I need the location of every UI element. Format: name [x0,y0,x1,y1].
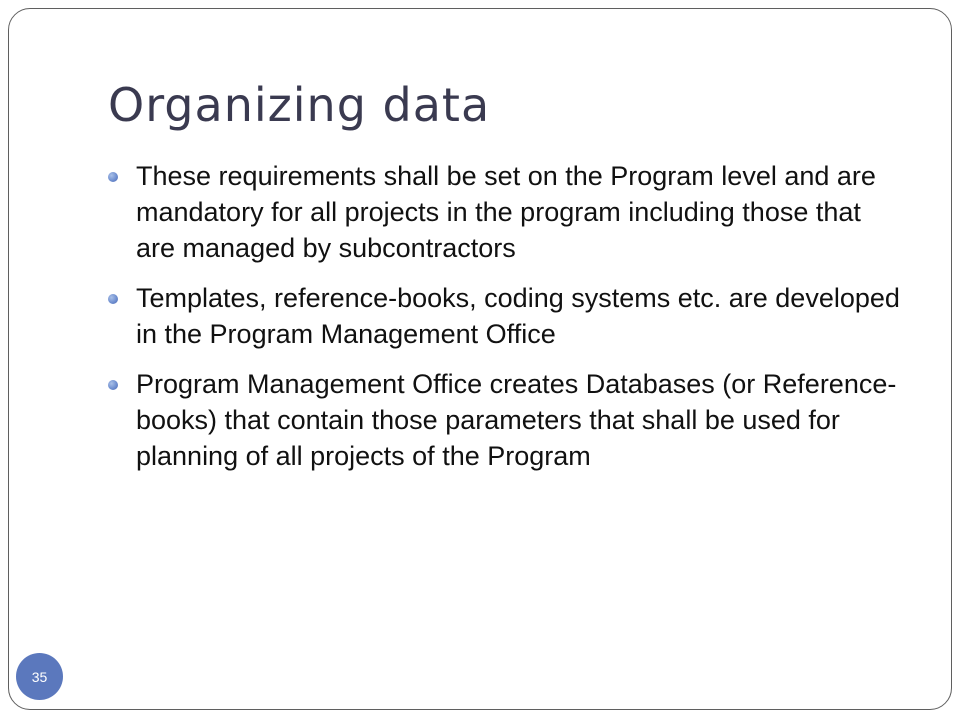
bullet-marker-icon [108,294,118,304]
page-number: 35 [31,668,48,685]
bullet-text: These requirements shall be set on the Program level and are mandatory for all projects in the program including those that are managed by subcontractors [136,161,876,263]
bullet-item [104,280,904,352]
bullet-text: Program Management Office creates Databases (or Reference-books) that contain those parameters that shall be used for planning of all projects of the Program [136,369,897,471]
bullet-item [104,158,904,266]
slide-title: Organizing data [108,78,491,132]
bullet-text: Templates, reference-books, coding systems etc. are developed in the Program Management Office [136,283,900,349]
page-number-badge [16,653,63,700]
bullet-marker-icon [108,172,118,182]
bullet-list [104,158,904,488]
bullet-marker-icon [108,380,118,390]
bullet-item [104,366,904,474]
